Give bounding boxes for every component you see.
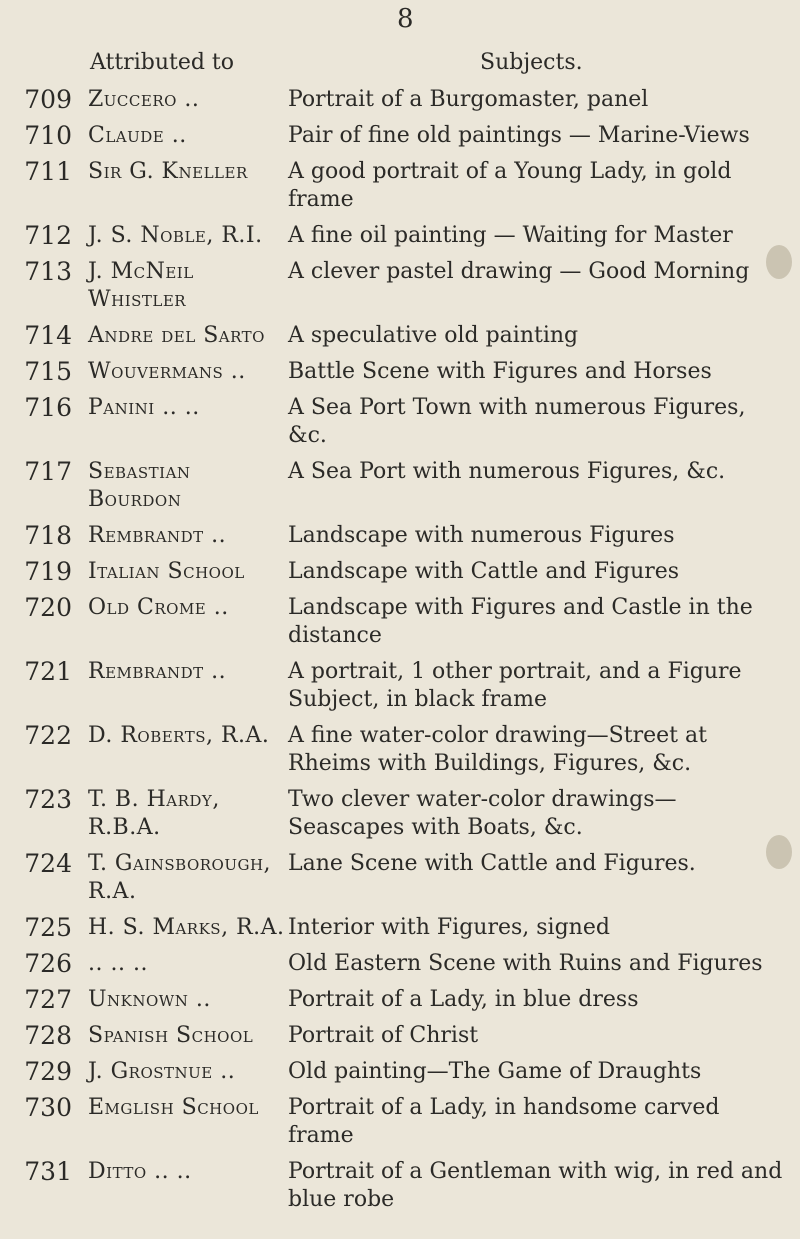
lot-row (0, 786, 800, 842)
lot-number: 731 (24, 1157, 72, 1186)
lot-subject: Landscape with Figures and Castle in the distance (288, 595, 753, 648)
lot-subject: Portrait of a Lady, in handsome carved frame (288, 1095, 720, 1148)
paper-stain-mark (766, 835, 792, 869)
lot-row (0, 594, 800, 650)
lot-number: 719 (24, 557, 72, 586)
lot-artist: Sebastian Bourdon (88, 459, 191, 512)
lot-number: 718 (24, 521, 72, 550)
lot-row (0, 850, 800, 906)
lot-subject: Interior with Figures, signed (288, 915, 610, 940)
lot-row (0, 722, 800, 778)
lot-number: 720 (24, 593, 72, 622)
lot-list (0, 86, 800, 1222)
lot-subject: Two clever water-color drawings—Seascapes with Boats, &c. (288, 787, 677, 840)
lot-number: 729 (24, 1057, 72, 1086)
column-header-subjects: Subjects. (480, 50, 583, 75)
lot-row (0, 458, 800, 514)
lot-number: 726 (24, 949, 72, 978)
lot-number: 727 (24, 985, 72, 1014)
lot-artist: Italian School (88, 559, 245, 584)
lot-artist: Claude .. (88, 123, 187, 148)
lot-artist: H. S. Marks, R.A. (88, 915, 285, 940)
lot-row (0, 86, 800, 114)
lot-number: 721 (24, 657, 72, 686)
lot-artist: Emglish School (88, 1095, 259, 1120)
column-header-attributed: Attributed to (90, 50, 235, 75)
lot-artist: Zuccero .. (88, 87, 200, 112)
lot-number: 716 (24, 393, 72, 422)
lot-row (0, 1158, 800, 1214)
lot-number: 714 (24, 321, 72, 350)
lot-row (0, 914, 800, 942)
lot-subject: Old painting—The Game of Draughts (288, 1059, 702, 1084)
lot-subject: A clever pastel drawing — Good Morning (288, 259, 750, 284)
lot-subject: Portrait of a Burgomaster, panel (288, 87, 649, 112)
lot-number: 725 (24, 913, 72, 942)
lot-number: 722 (24, 721, 72, 750)
lot-subject: A fine oil painting — Waiting for Master (288, 223, 733, 248)
lot-row (0, 394, 800, 450)
lot-artist: Rembrandt .. (88, 659, 227, 684)
lot-artist: Wouvermans .. (88, 359, 246, 384)
lot-row (0, 322, 800, 350)
lot-number: 717 (24, 457, 72, 486)
lot-row (0, 158, 800, 214)
lot-artist: Sir G. Kneller (88, 159, 248, 184)
lot-row (0, 1094, 800, 1150)
lot-subject: A Sea Port with numerous Figures, &c. (288, 459, 726, 484)
lot-artist: Andre del Sarto (88, 323, 265, 348)
lot-row (0, 222, 800, 250)
lot-artist: Spanish School (88, 1023, 254, 1048)
lot-row (0, 1058, 800, 1086)
lot-row (0, 986, 800, 1014)
lot-artist: Unknown .. (88, 987, 211, 1012)
lot-subject: Pair of fine old paintings — Marine-Views (288, 123, 750, 148)
paper-stain-mark (766, 245, 792, 279)
lot-number: 712 (24, 221, 72, 250)
lot-artist: Rembrandt .. (88, 523, 227, 548)
lot-row (0, 1022, 800, 1050)
lot-subject: A speculative old painting (288, 323, 579, 348)
lot-artist: Ditto .. .. (88, 1159, 192, 1184)
lot-artist: T. Gainsborough, R.A. (88, 851, 272, 904)
lot-artist: T. B. Hardy, R.B.A. (88, 787, 220, 840)
lot-subject: A good portrait of a Young Lady, in gold frame (288, 159, 732, 212)
lot-row (0, 258, 800, 314)
lot-number: 723 (24, 785, 72, 814)
lot-row (0, 122, 800, 150)
lot-subject: Portrait of a Gentleman with wig, in red and blue robe (288, 1159, 783, 1212)
lot-artist: J. McNeil Whistler (88, 259, 194, 312)
lot-subject: A Sea Port Town with numerous Figures, &c. (288, 395, 746, 448)
lot-subject: Lane Scene with Cattle and Figures. (288, 851, 696, 876)
lot-number: 711 (24, 157, 72, 186)
lot-subject: Landscape with Cattle and Figures (288, 559, 680, 584)
lot-number: 713 (24, 257, 72, 286)
lot-subject: Battle Scene with Figures and Horses (288, 359, 712, 384)
lot-number: 715 (24, 357, 72, 386)
lot-subject: Portrait of Christ (288, 1023, 479, 1048)
lot-artist: D. Roberts, R.A. (88, 723, 270, 748)
lot-row (0, 658, 800, 714)
lot-row (0, 558, 800, 586)
lot-number: 709 (24, 85, 72, 114)
lot-number: 730 (24, 1093, 72, 1122)
lot-subject: Landscape with numerous Figures (288, 523, 675, 548)
lot-subject: A portrait, 1 other portrait, and a Figure Subject, in black frame (288, 659, 742, 712)
lot-subject: A fine water-color drawing—Street at Rheims with Buildings, Figures, &c. (288, 723, 707, 776)
lot-subject: Portrait of a Lady, in blue dress (288, 987, 639, 1012)
lot-row (0, 522, 800, 550)
lot-row (0, 358, 800, 386)
lot-artist: J. Grostnue .. (88, 1059, 236, 1084)
lot-row (0, 950, 800, 978)
lot-number: 728 (24, 1021, 72, 1050)
page-number: 8 (397, 4, 414, 34)
lot-number: 724 (24, 849, 72, 878)
lot-artist: Old Crome .. (88, 595, 229, 620)
lot-artist: .. .. .. (88, 951, 148, 976)
lot-artist: J. S. Noble, R.I. (88, 223, 263, 248)
lot-number: 710 (24, 121, 72, 150)
lot-artist: Panini .. .. (88, 395, 200, 420)
lot-subject: Old Eastern Scene with Ruins and Figures (288, 951, 763, 976)
